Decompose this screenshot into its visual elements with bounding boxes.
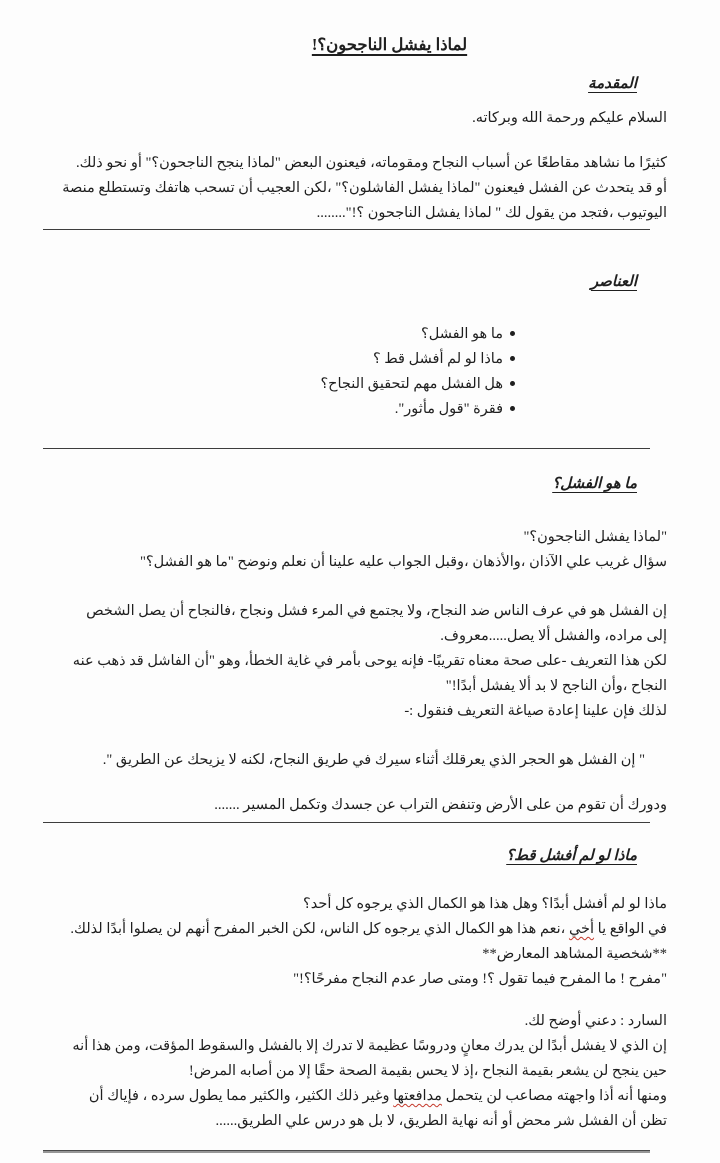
paragraph — [40, 151, 667, 226]
list-item-text: ما هو الفشل؟ — [421, 326, 503, 342]
text-line: إن الذي لا يفشل أبدًا لن يدرك معانٍ ودروسًا عظيمة لا تدرك إلا بالفشل والسقوط المؤقت، ومن هذا أنه — [72, 1038, 667, 1054]
text-line: " إن الفشل هو الحجر الذي يعرقلك أثناء سيرك في طريق النجاح، لكنه لا يزيحك عن الطريق ". — [102, 752, 645, 768]
text-line — [40, 1084, 667, 1109]
bullet-icon — [510, 381, 515, 386]
paragraph — [40, 525, 667, 575]
list-item-text: ماذا لو لم أفشل قط ؟ — [372, 351, 503, 367]
misspelled-word: مدافعتها — [393, 1088, 442, 1104]
misspelled-word: أخي — [568, 921, 595, 937]
section-heading: ماذا لو لم أفشل قط؟ — [506, 848, 637, 864]
list-item — [40, 397, 515, 422]
text-line: "لماذا يفشل الناجحون؟" — [523, 529, 667, 545]
text-segment: ومنها أنه أذا واجهته مصاعب لن يتحمل — [441, 1088, 667, 1104]
document-title: لماذا يفشل الناجحون؟! — [311, 35, 468, 54]
bullet-icon — [510, 356, 515, 361]
section-heading: العناصر — [590, 274, 637, 290]
list-item — [40, 322, 515, 347]
text-line: **شخصية المشاهد المعارض** — [482, 946, 667, 962]
text-line: ودورك أن تقوم من على الأرض وتنفض التراب عن جسدك وتكمل المسير ....... — [214, 797, 667, 813]
section-heading: ما هو الفشل؟ — [552, 476, 637, 492]
text-segment: ،نعم هذا هو الكمال الذي يرجوه كل الناس، لكن الخبر المفرح أنهم لن يصلوا أبدًا لذلك. — [70, 921, 569, 937]
list-item — [40, 372, 515, 397]
text-line: إلى مراده، والفشل ألا يصل.....معروف. — [440, 628, 667, 644]
quote-paragraph — [40, 748, 667, 773]
text-segment: في الواقع يا — [594, 921, 667, 937]
list-item-text: هل الفشل مهم لتحقيق النجاح؟ — [320, 376, 503, 392]
text-line: لذلك فإن علينا إعادة صياغة التعريف فنقول :- — [404, 703, 667, 719]
text-line: كثيرًا ما نشاهد مقاطعًا عن أسباب النجاح ومقوماته، فيعنون البعض "لماذا ينجح الناجحون؟" أو نحو ذلك. — [75, 155, 667, 171]
text-line: لكن هذا التعريف -على صحة معناه تقريبًا- فإنه يوحى بأمر في غاية الخطأ، وهو "أن الفاشل قد ذهب عنه — [72, 653, 667, 669]
text-line: النجاح ،وأن الناجح لا بد ألا يفشل أبدًا!" — [445, 678, 667, 694]
text-line: إن الفشل هو في عرف الناس ضد النجاح، ولا يجتمع في المرء فشل ونجاح ،فالنجاح أن يصل الشخص — [86, 603, 667, 619]
bullet-icon — [510, 406, 515, 411]
paragraph — [40, 106, 667, 131]
text-line — [40, 917, 667, 942]
text-line: ماذا لو لم أفشل أبدًا؟ وهل هذا هو الكمال الذي يرجوه كل أحد؟ — [303, 896, 667, 912]
text-line: حين ينجح لن يشعر بقيمة النجاح ،إذ لا يحس بقيمة الصحة حقًا إلا من أصابه المرض! — [188, 1063, 667, 1079]
section-heading: المقدمة — [588, 76, 637, 92]
section-divider-line — [43, 822, 650, 823]
paragraph — [40, 599, 667, 724]
text-line: تظن أن الفشل شر محض أو أنه نهاية الطريق، لا بل هو درس علي الطريق...... — [215, 1113, 667, 1129]
section-divider-line — [43, 448, 650, 449]
paragraph — [40, 892, 667, 992]
text-line: أو قد يتحدث عن الفشل فيعنون "لماذا يفشل الفاشلون؟" ،لكن العجيب أن تسحب هاتفك وتستطلع منصة — [62, 180, 667, 196]
list-item — [40, 347, 515, 372]
document-body — [40, 73, 667, 1153]
paragraph — [40, 1009, 667, 1134]
text-segment: وغير ذلك الكثير، والكثير مما يطول سرده ، فإياك أن — [88, 1088, 394, 1104]
text-line: السلام عليكم ورحمة الله وبركاته. — [472, 110, 667, 126]
text-line: السارد : دعني أوضح لك. — [524, 1013, 667, 1029]
bullet-list — [40, 322, 667, 422]
text-line: اليوتيوب ،فتجد من يقول لك " لماذا يفشل الناجحون ؟!"........ — [316, 205, 667, 221]
text-line: "مفرح ! ما المفرح فيما تقول ؟! ومتى صار عدم النجاح مفرحًا؟!" — [293, 971, 667, 987]
paragraph — [40, 793, 667, 818]
page-end-divider-line — [43, 1150, 650, 1153]
section-divider-line — [43, 229, 650, 230]
list-item-text: فقرة "قول مأثور". — [394, 401, 503, 417]
text-line: سؤال غريب علي الآذان ،والأذهان ،وقبل الجواب عليه علينا أن نعلم ونوضح "ما هو الفشل؟" — [139, 554, 667, 570]
bullet-icon — [510, 331, 515, 336]
